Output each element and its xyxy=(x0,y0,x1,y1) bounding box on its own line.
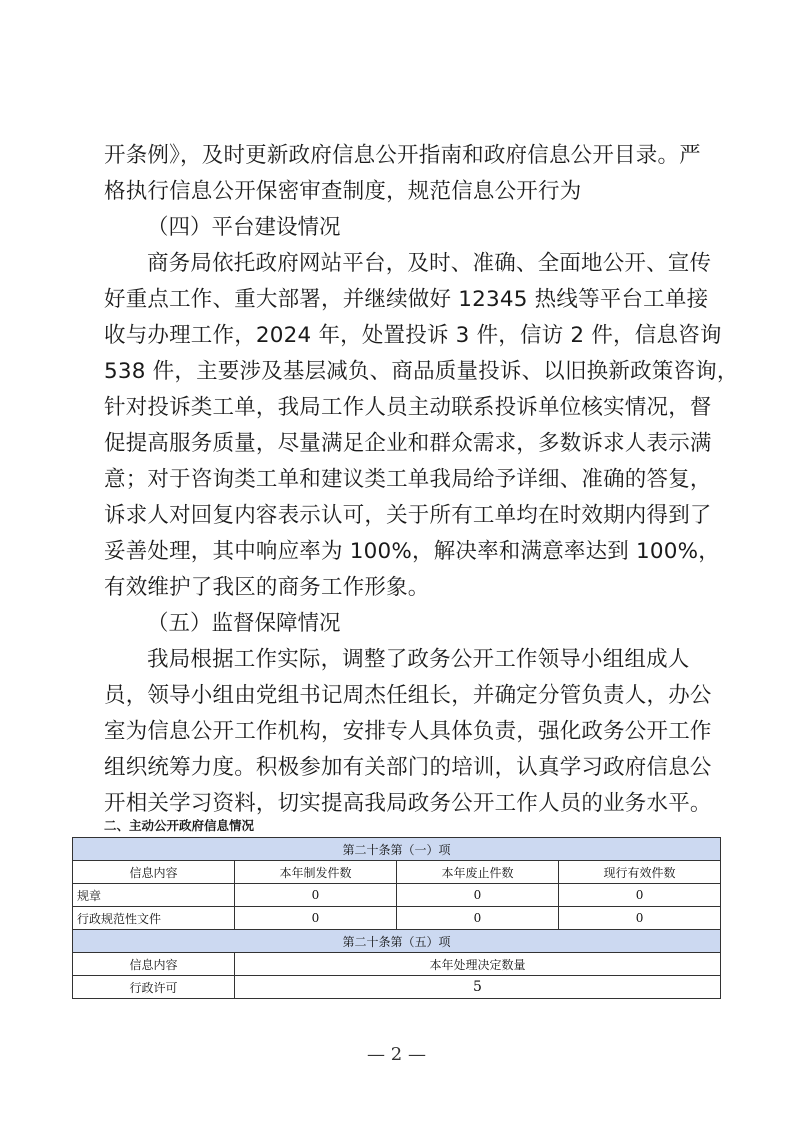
text-line: 我局根据工作实际，调整了政务公开工作领导小组组成人 xyxy=(147,647,690,672)
table-cell: 0 xyxy=(397,884,559,907)
table-row xyxy=(73,907,721,930)
text-line: 员，领导小组由党组书记周杰任组长，并确定分管负责人，办公 xyxy=(104,683,712,708)
table-cell: 行政规范性文件 xyxy=(73,907,235,930)
paragraph-platform-construction xyxy=(104,246,739,606)
text-line: 商务局依托政府网站平台，及时、准确、全面地公开、宣传 xyxy=(147,251,712,276)
text-line: 收与办理工作，2024 年，处置投诉 3 件，信访 2 件，信息咨询 xyxy=(104,323,722,348)
heading-supervision: （五）监督保障情况 xyxy=(147,611,341,636)
text-line: 妥善处理，其中响应率为 100%，解决率和满意率达到 100%， xyxy=(104,539,721,564)
paragraph-supervision xyxy=(104,642,712,822)
table-row xyxy=(73,976,721,999)
header-cell: 现行有效件数 xyxy=(559,861,721,884)
table-cell: 规章 xyxy=(73,884,235,907)
header-cell: 本年处理决定数量 xyxy=(235,953,721,976)
table-band-row xyxy=(73,838,721,861)
table-band-row xyxy=(73,930,721,953)
table-cell: 0 xyxy=(235,884,397,907)
text-line: 开条例》，及时更新政府信息公开指南和政府信息公开目录。严 xyxy=(104,143,701,168)
page-number: — 2 — xyxy=(367,1044,426,1065)
text-line: 诉求人对回复内容表示认可，关于所有工单均在时效期内得到了 xyxy=(104,503,712,528)
table-header-row xyxy=(73,861,721,884)
disclosure-table xyxy=(72,837,721,999)
band-cell: 第二十条第（五）项 xyxy=(73,930,721,953)
text-line: 组织统筹力度。积极参加有关部门的培训，认真学习政府信息公 xyxy=(104,755,712,780)
table-row xyxy=(73,884,721,907)
table-cell: 0 xyxy=(397,907,559,930)
header-cell: 信息内容 xyxy=(73,953,235,976)
band-cell: 第二十条第（一）项 xyxy=(73,838,721,861)
header-cell: 本年废止件数 xyxy=(397,861,559,884)
text-line: 538 件，主要涉及基层减负、商品质量投诉、以旧换新政策咨询， xyxy=(104,359,739,384)
table-cell: 0 xyxy=(559,884,721,907)
text-line: 好重点工作、重大部署，并继续做好 12345 热线等平台工单接 xyxy=(104,287,709,312)
text-line: 格执行信息公开保密审查制度，规范信息公开行为 xyxy=(104,179,582,204)
text-line: 意；对于咨询类工单和建议类工单我局给予详细、准确的答复， xyxy=(104,467,712,492)
text-line: 开相关学习资料，切实提高我局政务公开工作人员的业务水平。 xyxy=(104,791,712,816)
table-cell: 行政许可 xyxy=(73,976,235,999)
text-line: 促提高服务质量，尽量满足企业和群众需求，多数诉求人表示满 xyxy=(104,431,712,456)
text-line: 室为信息公开工作机构，安排专人具体负责，强化政务公开工作 xyxy=(104,719,712,744)
text-line: 针对投诉类工单，我局工作人员主动联系投诉单位核实情况，督 xyxy=(104,395,712,420)
table-header-row xyxy=(73,953,721,976)
text-line: 有效维护了我区的商务工作形象。 xyxy=(104,575,430,600)
header-cell: 信息内容 xyxy=(73,861,235,884)
section-title: 二、主动公开政府信息情况 xyxy=(104,818,255,833)
paragraph-disclosure-regulations xyxy=(104,138,704,210)
table-cell: 5 xyxy=(235,976,721,999)
heading-platform-construction: （四）平台建设情况 xyxy=(147,215,341,240)
table-cell: 0 xyxy=(559,907,721,930)
table-cell: 0 xyxy=(235,907,397,930)
header-cell: 本年制发件数 xyxy=(235,861,397,884)
